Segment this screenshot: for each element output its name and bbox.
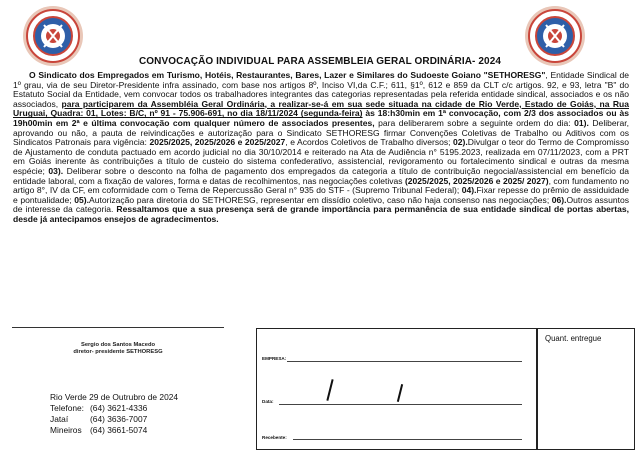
contact-row: [50, 403, 147, 413]
agenda-item: , e Acordos Coletivos de Trabalho diversos;: [285, 137, 454, 148]
empresa-label: EMPRESA:: [262, 356, 287, 361]
document-title: CONVOCAÇÃO INDIVIDUAL PARA ASSEMBLEIA GERAL ORDINÁRIA- 2024: [138, 56, 502, 67]
meeting-times: às 18:h30min em 1ª convocação, com 2/3 dos associados ou às 19h00min em 2ª e última convocação com qualquer número de associados presentes,: [13, 108, 629, 128]
agenda-item: , com fundamento no artigo 8°, IV da CF, em coformidade com o Tema de Repercussão Geral n° 935 do STF - (Supremo Tribunal Federal);: [13, 175, 629, 196]
contact-phone: (64) 3661-5074: [90, 425, 148, 435]
receipt-box: [256, 328, 537, 450]
issue-date: Rio Verde 29 de Outrubro de 2024: [50, 392, 179, 402]
recebente-field[interactable]: [293, 439, 522, 440]
signature-line: [12, 327, 224, 328]
contact-row: [50, 414, 147, 424]
agenda-item: Autorização para diretoria do SETHORESG, representar em dissídio coletivo, caso não haja consenso nas negociações;: [89, 194, 552, 205]
date-separator-mark: [326, 379, 333, 401]
date-separator-mark: [397, 384, 403, 402]
signatory-role: diretor- presidente SETHORESG: [73, 349, 163, 355]
quantity-label: Quant. entregue: [545, 334, 602, 343]
recebente-label: Recebente:: [262, 435, 287, 440]
agenda-years: (2025/2025, 2025/2026 e 2025/ 2027): [404, 175, 549, 186]
contact-row: [50, 425, 147, 435]
agenda-item: Deliberar sobre o desconto na folha de pagamento dos empregados da categoria a título de contribuição negocial/assistencial em benefício da entidade laboral, com a fixação de valores, forma e datas de recolhimentos, nas negociações coletivas: [13, 165, 629, 186]
agenda-number: 06).: [551, 194, 567, 205]
agenda-number: 04).: [461, 185, 477, 196]
agenda-number: 01).: [574, 117, 589, 128]
contact-phone: (64) 3636-7007: [90, 414, 148, 424]
agenda-item: Deliberar, aprovando ou não, a pauta de reivindicações e autorização para o Sindicato SETHORESG firmar Convenções Coletivas de Trabalho ou Aditivos com os Sindicatos Patronais para vigência:: [13, 117, 629, 148]
body-text: , Entidade Sindical de 1º grau, via de seu Diretor-Presidente infra assinado, com base nos artigos 8º, Inciso VI,da C.F.; 611, §1º, 612 e 859 da CLT c/c artigos. 92, e 93, letra "B" do Estatuto Social da Entidade, vem convocar todos os trabalhadores integrantes das categorias representadas pela referida entidade sindical, associados e os não associados,: [13, 70, 629, 109]
agenda-number: 02).: [453, 137, 468, 148]
body-text: para deliberarem sobre a seguinte ordem do dia:: [374, 117, 575, 128]
contact-phone: (64) 3621-4336: [90, 403, 148, 413]
convocation-body: [13, 71, 629, 225]
quantity-box[interactable]: [537, 328, 635, 450]
agenda-number: 05).: [74, 194, 90, 205]
agenda-years: 2025/2025, 2025/2026 e 2025/2027: [149, 137, 286, 148]
closing-remark: Ressaltamos que a sua presença será de grande importância para permanência de sua entidade sindical de portas abertas, desde já antecipamos ensejos de agradecimentos.: [13, 204, 629, 224]
agenda-number: 03).: [48, 165, 64, 176]
data-label: Data:: [262, 399, 274, 404]
contact-label: Mineiros: [50, 425, 82, 435]
contact-label: Jataí: [50, 414, 69, 424]
empresa-field[interactable]: [287, 361, 522, 362]
agenda-item: Outros assuntos de interesse da categoria.: [13, 194, 629, 215]
contact-label: Telefone:: [50, 403, 84, 413]
opening-entity: O Sindicato dos Empregados em Turismo, Hotéis, Restaurantes, Bares, Lazer e Similares do Sudoeste Goiano "SETHORESG": [29, 70, 546, 80]
signatory-name: Sergio dos Santos Macedo: [80, 342, 156, 348]
data-field[interactable]: [279, 404, 522, 405]
agenda-item: Divulgar o teor do Termo de Compromisso de Ajustamento de conduta pactuado em acordo judicial no dia 30/10/2014 e reiterado na Ata de Audiência n° 5195.2023, realizada em 07/11/2023, com a PRT em Goiás inerente às contribuições a título de custeio do sistema confederativo, assistencial, revigoramento ou fortalecimento sindical e outras da mesma espécie;: [13, 137, 629, 176]
agenda-item: Fixar repesse do prêmio de assiduidade e pontualidade;: [13, 185, 629, 205]
meeting-location: para participarem da Assembléia Geral Ordinária, a realizar-se-á em sua sede situada na cidade de Rio Verde, Estado de Goiás, na Rua Uruguai, Quadra: 01, Lotes: B/C, nº 91 - 75.906-691, no dia 18/11/2024 (segunda-feira): [13, 98, 630, 119]
